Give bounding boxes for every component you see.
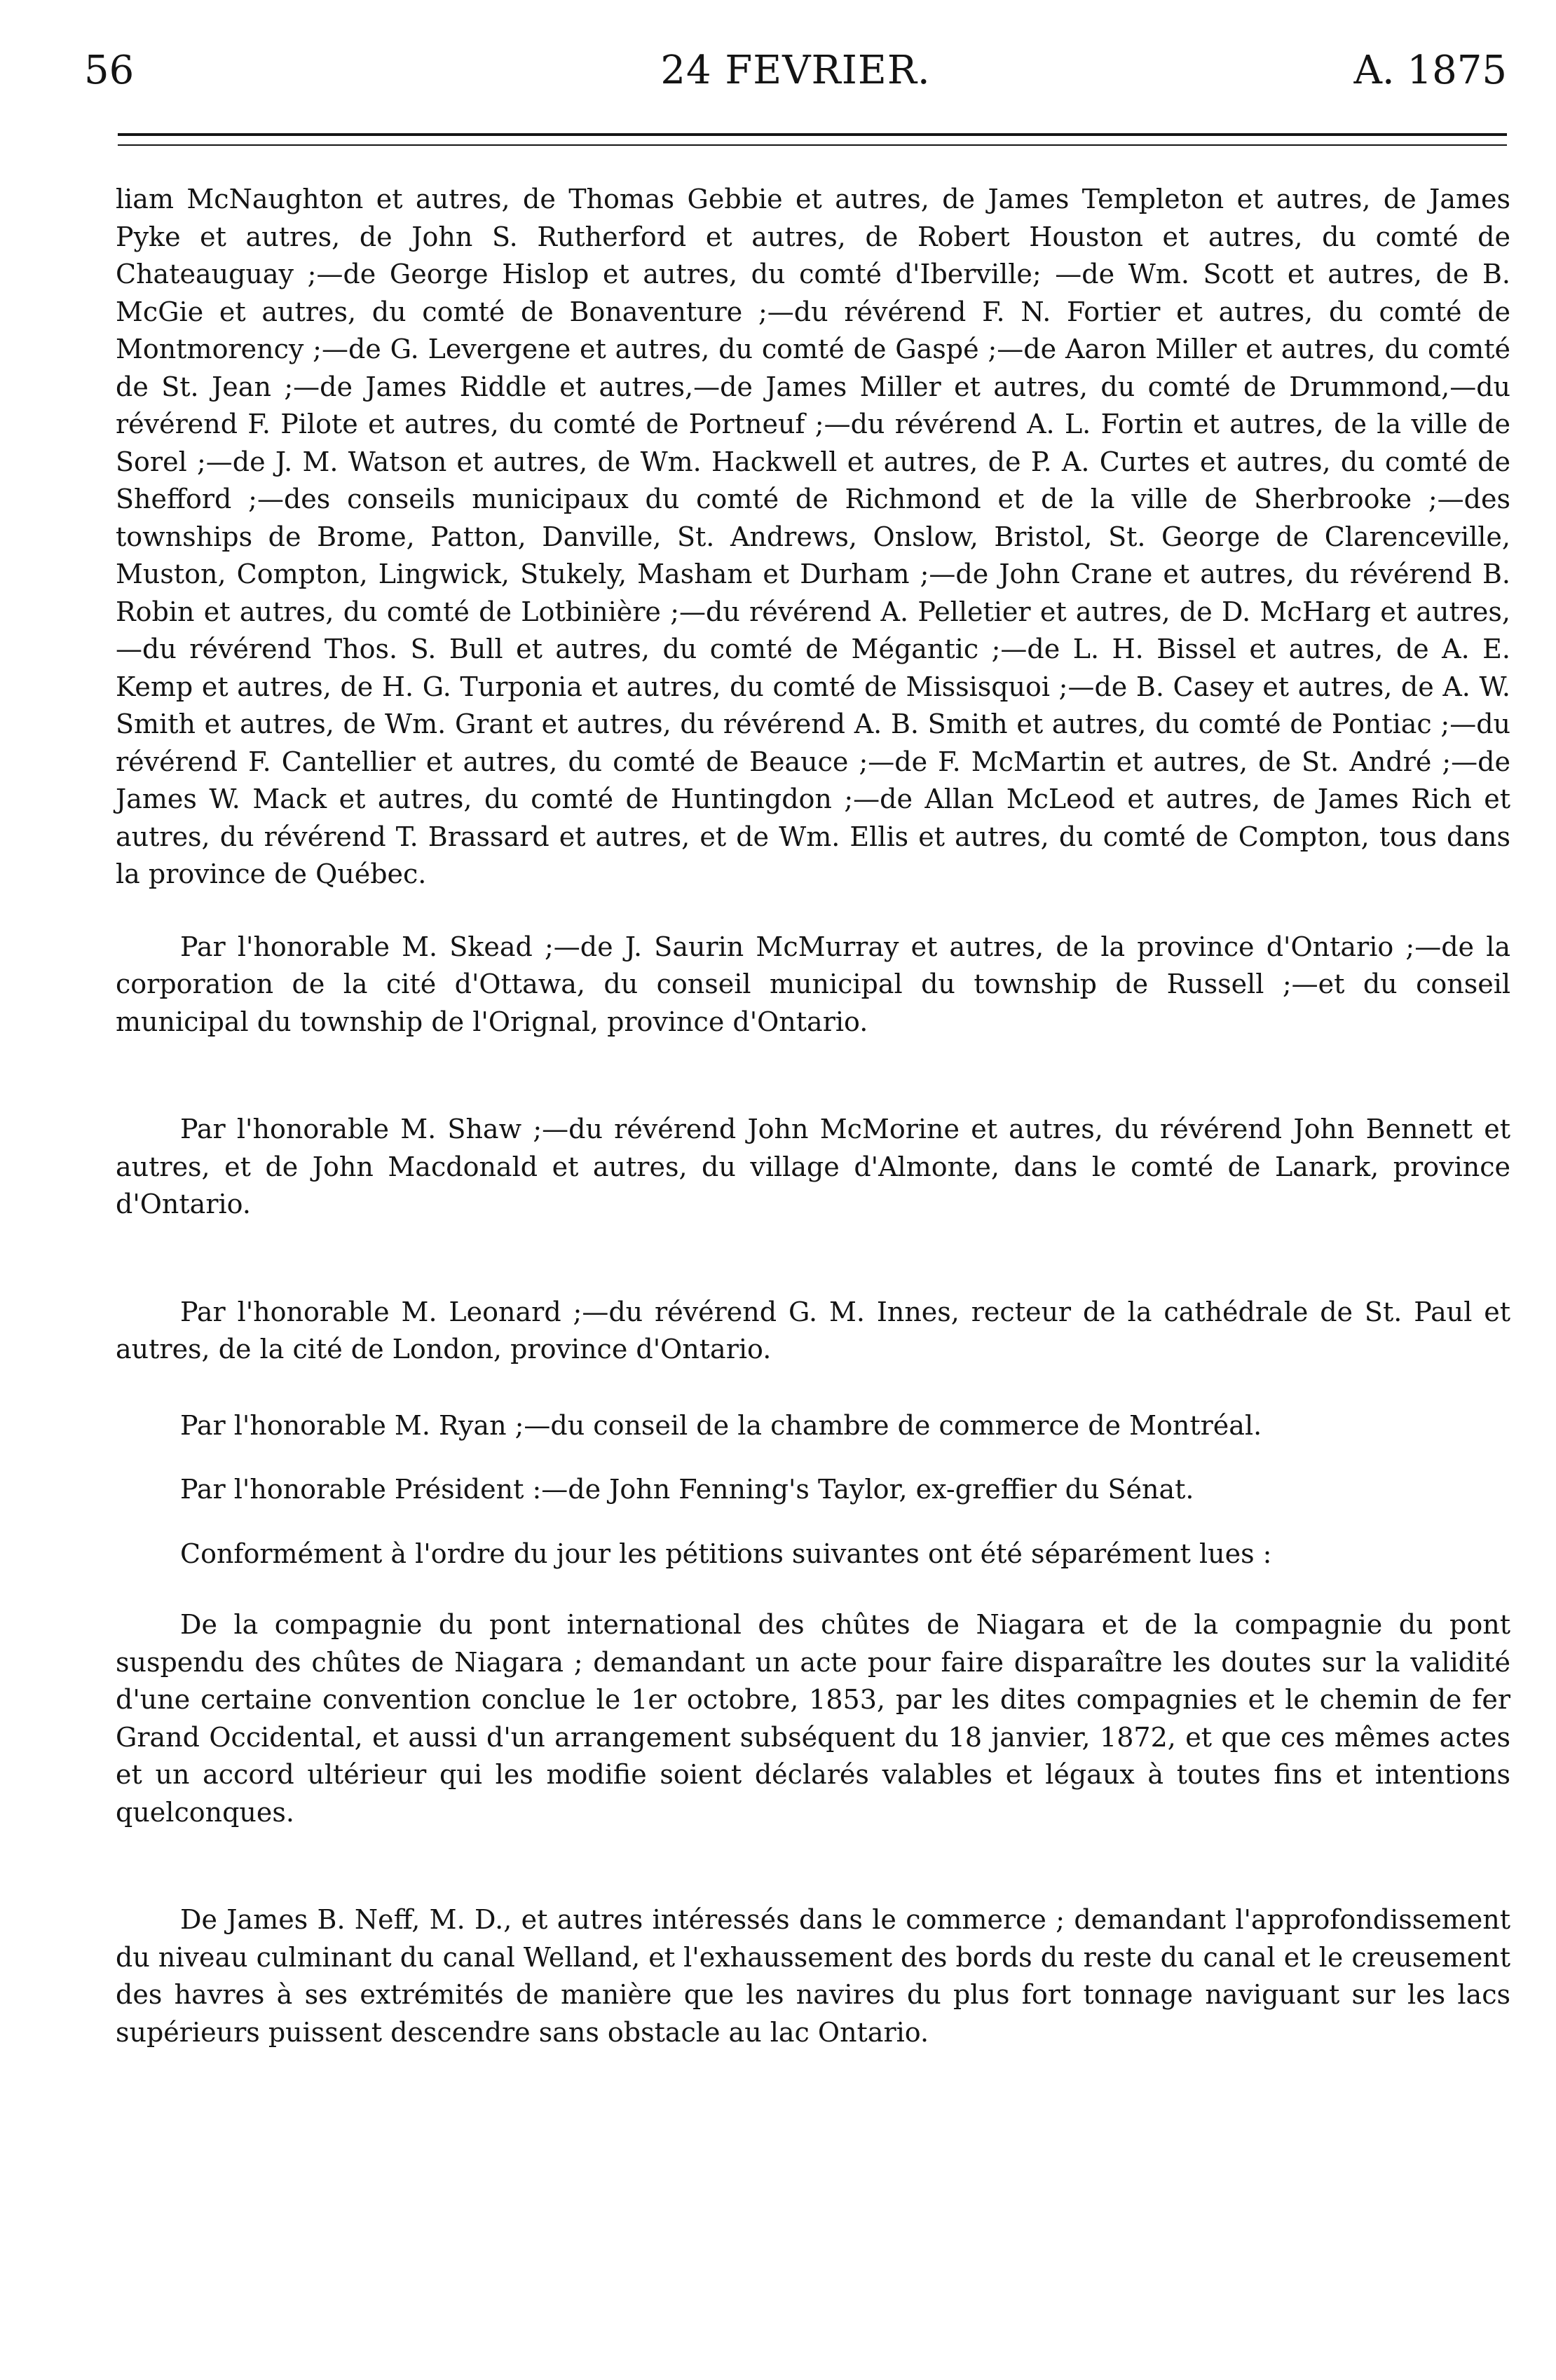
petition-welland-canal: De James B. Neff, M. D., et autres intéressés dans le commerce ; demandant l'approfondissement du niveau culminant du canal Welland, et l'exhaussement des bords du reste du canal et le creusement des havres à ses extrémités de manière que les navires du plus fort tonnage naviguant sur les lacs supérieurs puissent descendre sans obstacle au lac Ontario.: [116, 1904, 1510, 2048]
header-rule-thin: [118, 144, 1507, 146]
header-year: A. 1875: [1353, 48, 1507, 93]
paragraph-order-of-day: Conformément à l'ordre du jour les pétitions suivantes ont été séparément lues :: [180, 1538, 1272, 1569]
paragraph-president: Par l'honorable Président :—de John Fenning's Taylor, ex-greffier du Sénat.: [180, 1474, 1194, 1505]
paragraph-skead: Par l'honorable M. Skead ;—de J. Saurin McMurray et autres, de la province d'Ontario ;—de la corporation de la cité d'Ottawa, du conseil municipal du township de Russell ;—et du conseil municipal du township de l'Orignal, province d'Ontario.: [116, 931, 1510, 1037]
petition-list-continued: liam McNaughton et autres, de Thomas Gebbie et autres, de James Templeton et autres, de James Pyke et autres, de John S. Rutherford et autres, de Robert Houston et autres, du comté de Chateauguay ;—de George Hislop et autres, du comté d'Iberville; —de Wm. Scott et autres, de B. McGie et autres, du comté de Bonaventure ;—du révérend F. N. Fortier et autres, du comté de Montmorency ;—de G. Levergene et autres, du comté de Gaspé ;—de Aaron Miller et autres, du comté de St. Jean ;—de James Riddle et autres,—de James Miller et autres, du comté de Drummond,—du révérend F. Pilote et autres, du comté de Portneuf ;—du révérend A. L. Fortin et autres, de la ville de Sorel ;—de J. M. Watson et autres, de Wm. Hackwell et autres, de P. A. Curtes et autres, du comté de Shefford ;—des conseils municipaux du comté de Richmond et de la ville de Sherbrooke ;—des townships de Brome, Patton, Danville, St. Andrews, Onslow, Bristol, St. George de Clarenceville, Muston, Compton, Lingwick, Stukely, Masham et Durham ;—de John Crane et autres, du révérend B. Robin et autres, du comté de Lotbinière ;—du révérend A. Pelletier et autres, de D. McHarg et autres,—du révérend Thos. S. Bull et autres, du comté de Mégantic ;—de L. H. Bissel et autres, de A. E. Kemp et autres, de H. G. Turponia et autres, du comté de Missisquoi ;—de B. Casey et autres, de A. W. Smith et autres, de Wm. Grant et autres, du révérend A. B. Smith et autres, du comté de Pontiac ;—du révérend F. Cantellier et autres, du comté de Beauce ;—de F. McMartin et autres, de St. André ;—de James W. Mack et autres, du comté de Huntingdon ;—de Allan McLeod et autres, de James Rich et autres, du révérend T. Brassard et autres, et de Wm. Ellis et autres, du comté de Compton, tous dans la province de Québec.: [116, 184, 1510, 889]
header-rule-thick: [118, 133, 1507, 136]
paragraph-ryan: Par l'honorable M. Ryan ;—du conseil de la chambre de commerce de Montréal.: [180, 1409, 1262, 1441]
header-date: 24 FEVRIER.: [660, 48, 931, 93]
page-number: 56: [84, 48, 135, 93]
petition-niagara-bridge: De la compagnie du pont international des chûtes de Niagara et de la compagnie du pont suspendu des chûtes de Niagara ; demandant un acte pour faire disparaître les doutes sur la validité d'une certaine convention conclue le 1er octobre, 1853, par les dites compagnies et le chemin de fer Grand Occidental, et aussi d'un arrangement subséquent du 18 janvier, 1872, et que ces mêmes actes et un accord ultérieur qui les modifie soient déclarés valables et légaux à toutes fins et intentions quelconques.: [116, 1609, 1510, 1828]
paragraph-leonard: Par l'honorable M. Leonard ;—du révérend G. M. Innes, recteur de la cathédrale de St. Paul et autres, de la cité de London, province d'Ontario.: [116, 1296, 1510, 1365]
page-header: [84, 42, 1507, 105]
paragraph-shaw: Par l'honorable M. Shaw ;—du révérend John McMorine et autres, du révérend John Bennett et autres, et de John Macdonald et autres, du village d'Almonte, dans le comté de Lanark, province d'Ontario.: [116, 1114, 1510, 1219]
page-body: [116, 181, 1510, 2051]
